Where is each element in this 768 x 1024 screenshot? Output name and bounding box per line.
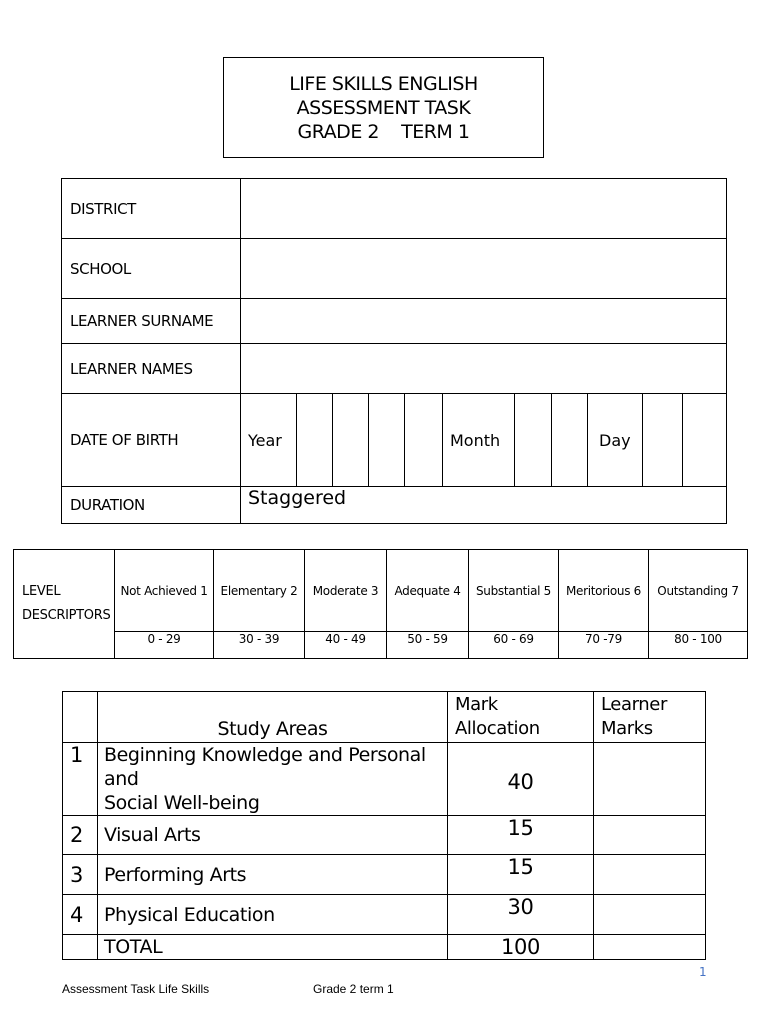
school-label: SCHOOL: [62, 239, 241, 299]
level-range: 50 - 59: [387, 632, 469, 659]
level-name: Meritorious 6: [559, 550, 649, 632]
learner-marks-header: [594, 692, 706, 743]
total-label: TOTAL: [98, 935, 448, 960]
level-names-row: [14, 550, 748, 632]
duration-label: DURATION: [62, 487, 241, 524]
dob-year-box[interactable]: [333, 394, 369, 487]
mark-allocation-header: [448, 692, 594, 743]
level-range: 0 - 29: [115, 632, 214, 659]
study-total-num: [63, 935, 98, 960]
level-range: 60 - 69: [469, 632, 559, 659]
learner-header-line-2: Marks: [601, 718, 653, 739]
dob-year-box[interactable]: [297, 394, 333, 487]
level-label-line-2: DESCRIPTORS: [22, 608, 111, 623]
learner-total-field[interactable]: [594, 935, 706, 960]
district-field[interactable]: [241, 179, 727, 239]
study-area-name: [98, 743, 448, 816]
mark-header-line-1: Mark: [455, 694, 498, 715]
dob-row: [62, 394, 727, 487]
names-field[interactable]: [241, 344, 727, 394]
level-name: Not Achieved 1: [115, 550, 214, 632]
level-name: Moderate 3: [305, 550, 387, 632]
learner-mark-field[interactable]: [594, 895, 706, 935]
mark-allocation: 15: [448, 855, 594, 895]
study-row: [63, 895, 706, 935]
dob-year-box[interactable]: [369, 394, 405, 487]
footer-right: Grade 2 term 1: [313, 982, 394, 996]
study-total-row: [63, 935, 706, 960]
level-descriptors-label: [14, 550, 115, 659]
study-areas-table: [62, 691, 706, 960]
dob-year-label: Year: [241, 394, 297, 487]
learner-header-line-1: Learner: [601, 694, 667, 715]
dob-day-box[interactable]: [643, 394, 683, 487]
study-area-name: Performing Arts: [98, 855, 448, 895]
study-row: [63, 743, 706, 816]
study-area-name: Visual Arts: [98, 816, 448, 855]
dob-month-label: Month: [443, 394, 515, 487]
school-field[interactable]: [241, 239, 727, 299]
mark-allocation: 15: [448, 816, 594, 855]
level-name: Adequate 4: [387, 550, 469, 632]
title-line-1: LIFE SKILLS ENGLISH: [289, 72, 478, 95]
study-row: [63, 816, 706, 855]
duration-row: [62, 487, 727, 524]
study-area-name: Physical Education: [98, 895, 448, 935]
study-header-num: [63, 692, 98, 743]
dob-month-box[interactable]: [515, 394, 552, 487]
study-row-number: 2: [63, 816, 98, 855]
surname-row: [62, 299, 727, 344]
study-row-number: 4: [63, 895, 98, 935]
district-label: DISTRICT: [62, 179, 241, 239]
mark-allocation: 40: [448, 743, 594, 816]
level-range: 30 - 39: [214, 632, 305, 659]
dob-year-box[interactable]: [405, 394, 443, 487]
learner-mark-field[interactable]: [594, 816, 706, 855]
district-row: [62, 179, 727, 239]
total-mark: 100: [448, 935, 594, 960]
study-row: [63, 855, 706, 895]
names-label: LEARNER NAMES: [62, 344, 241, 394]
learner-info-table: [61, 178, 727, 524]
dob-day-label: Day: [588, 394, 643, 487]
school-row: [62, 239, 727, 299]
level-label-line-1: LEVEL: [22, 584, 61, 599]
surname-label: LEARNER SURNAME: [62, 299, 241, 344]
mark-header-line-2: Allocation: [455, 718, 540, 739]
footer-left: Assessment Task Life Skills: [62, 982, 210, 996]
level-range: 40 - 49: [305, 632, 387, 659]
study-header-row: [63, 692, 706, 743]
level-name: Substantial 5: [469, 550, 559, 632]
study-area-line-1: Beginning Knowledge and Personal and: [104, 744, 426, 790]
dob-month-box[interactable]: [552, 394, 588, 487]
dob-day-box[interactable]: [683, 394, 727, 487]
level-descriptors-table: [13, 549, 748, 659]
mark-allocation: 30: [448, 895, 594, 935]
page-number: 1: [699, 965, 707, 979]
duration-value: Staggered: [241, 487, 727, 524]
title-box: [223, 57, 544, 158]
surname-field[interactable]: [241, 299, 727, 344]
level-name: Elementary 2: [214, 550, 305, 632]
level-range: 70 -79: [559, 632, 649, 659]
level-ranges-row: [14, 632, 748, 659]
level-range: 80 - 100: [649, 632, 748, 659]
level-name: Outstanding 7: [649, 550, 748, 632]
study-area-line-2: Social Well-being: [104, 792, 260, 814]
dob-label: DATE OF BIRTH: [62, 394, 241, 487]
learner-mark-field[interactable]: [594, 855, 706, 895]
study-areas-header: Study Areas: [98, 692, 448, 743]
names-row: [62, 344, 727, 394]
study-row-number: 3: [63, 855, 98, 895]
learner-mark-field[interactable]: [594, 743, 706, 816]
study-row-number: 1: [63, 743, 98, 816]
title-line-3: GRADE 2 TERM 1: [297, 120, 470, 143]
title-line-2: ASSESSMENT TASK: [296, 96, 471, 119]
